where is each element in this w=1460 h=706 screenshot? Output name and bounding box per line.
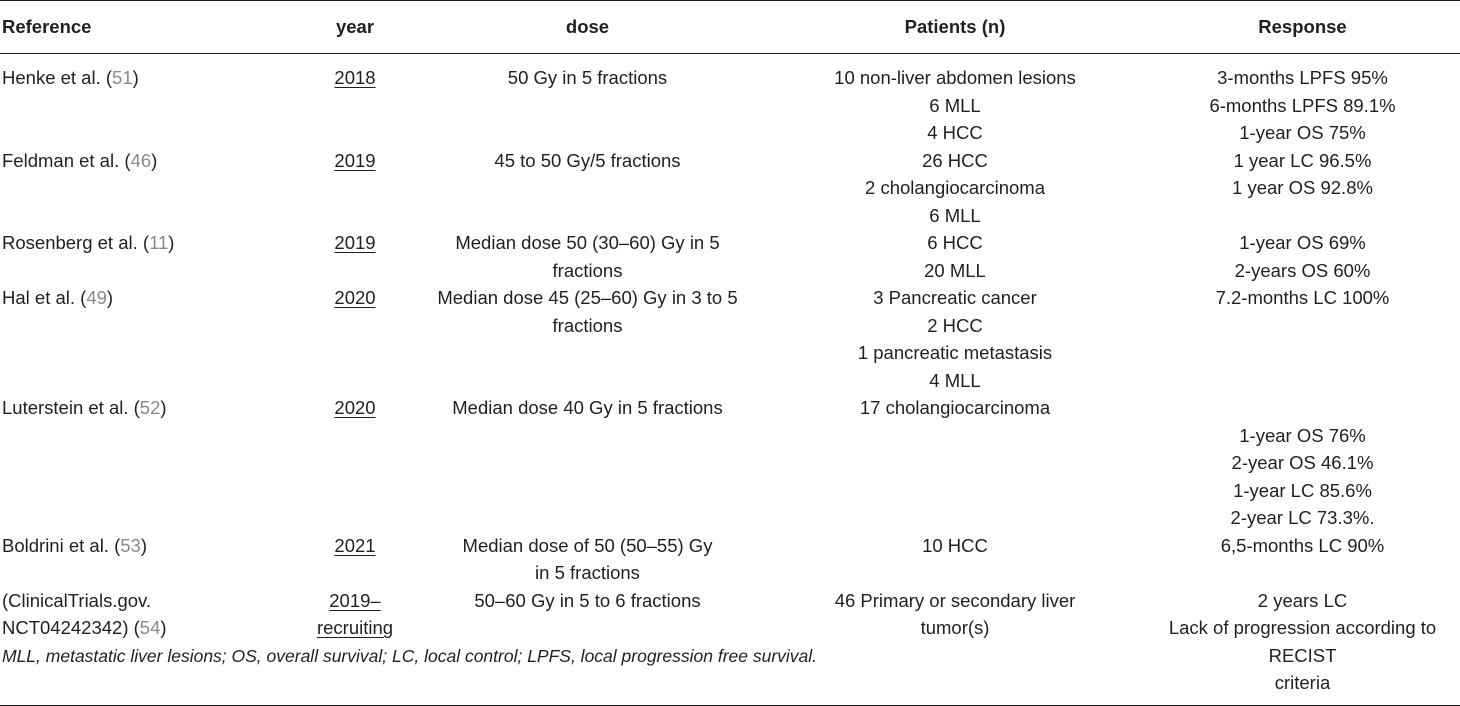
reference-close: ): [132, 67, 139, 88]
response-line: 1-year OS 75%: [1239, 122, 1366, 143]
cell-year: [300, 54, 410, 147]
cell-reference: [0, 147, 300, 230]
response-line: criteria: [1274, 672, 1331, 693]
reference-name: Rosenberg et al. (: [2, 232, 150, 253]
reference-close: ): [140, 534, 147, 556]
table-row: [0, 284, 1460, 394]
patients-line: 2 cholangiocarcinoma: [865, 177, 1045, 198]
cell-response: [1145, 394, 1460, 532]
reference-line: [2, 614, 296, 642]
cell-patients: [765, 147, 1145, 230]
dose-line: in 5 fractions: [535, 562, 640, 583]
patients-line: 3 Pancreatic cancer: [873, 287, 1037, 308]
cell-patients: [765, 229, 1145, 284]
cell-dose: [410, 229, 765, 284]
response-line: 2-years OS 60%: [1234, 259, 1371, 281]
cell-year: [300, 532, 410, 587]
patients-line: 2 HCC: [927, 314, 983, 336]
reference-close: ): [160, 397, 167, 418]
year-link[interactable]: 2020: [334, 397, 376, 418]
year-link[interactable]: 2021: [334, 534, 376, 556]
reference-name: Hal et al. (: [2, 287, 87, 308]
cell-response: [1145, 54, 1460, 147]
dose-line: Median dose 45 (25–60) Gy in 3 to 5: [437, 287, 738, 308]
response-line: 6-months LPFS 89.1%: [1209, 94, 1396, 116]
patients-line: 10 HCC: [922, 534, 988, 556]
patients-line: 17 cholangiocarcinoma: [859, 397, 1051, 418]
dose-line: Median dose of 50 (50–55) Gy: [462, 534, 713, 556]
response-line: 2-year OS 46.1%: [1231, 452, 1374, 473]
cell-year: [300, 229, 410, 284]
table-footnote: MLL, metastatic liver lesions; OS, overall survival; LC, local control; LPFS, local progression free survival.: [2, 646, 818, 666]
cell-response: [1145, 532, 1460, 587]
cell-patients: [765, 587, 1145, 706]
patients-line: 4 MLL: [929, 369, 981, 391]
cell-dose: [410, 284, 765, 394]
year-link[interactable]: 2020: [334, 287, 376, 308]
table-header-row: [0, 1, 1460, 54]
year-link[interactable]: 2019: [334, 149, 376, 171]
table-body: [0, 54, 1460, 706]
table-row: [0, 54, 1460, 147]
dose-line: 50–60 Gy in 5 to 6 fractions: [474, 589, 701, 611]
cell-patients: [765, 284, 1145, 394]
response-line: 1 year LC 96.5%: [1233, 149, 1372, 171]
reference-close: ): [168, 232, 175, 253]
citation-number[interactable]: 49: [86, 287, 107, 308]
table-row: [0, 147, 1460, 230]
reference-close: ): [160, 617, 167, 638]
response-line: 1-year LC 85.6%: [1233, 479, 1372, 501]
patients-line: 26 HCC: [922, 149, 988, 171]
year-link[interactable]: 2019–: [329, 589, 381, 611]
cell-year: [300, 147, 410, 230]
response-line: 1-year OS 69%: [1239, 232, 1366, 253]
cell-patients: [765, 54, 1145, 147]
response-line: 1-year OS 76%: [1239, 424, 1366, 446]
citation-number[interactable]: 53: [120, 534, 141, 556]
year-link[interactable]: 2019: [334, 232, 376, 253]
citation-number[interactable]: 46: [130, 149, 152, 171]
cell-response: [1145, 587, 1460, 706]
header-dose: dose: [410, 1, 765, 54]
response-line: 7.2-months LC 100%: [1215, 287, 1390, 308]
citation-number[interactable]: 51: [112, 67, 133, 88]
dose-line: 45 to 50 Gy/5 fractions: [494, 149, 681, 171]
patients-line: 6 MLL: [929, 204, 981, 226]
cell-patients: [765, 532, 1145, 587]
response-line: 3-months LPFS 95%: [1217, 67, 1388, 88]
citation-number[interactable]: 54: [139, 617, 161, 638]
patients-line: 10 non-liver abdomen lesions: [834, 67, 1076, 88]
citation-number[interactable]: 52: [139, 397, 161, 418]
patients-line: 1 pancreatic metastasis: [857, 342, 1053, 363]
cell-reference: [0, 532, 300, 587]
header-response: Response: [1145, 1, 1460, 54]
cell-dose: [410, 54, 765, 147]
dose-line: fractions: [552, 259, 623, 281]
cell-dose: [410, 532, 765, 587]
header-patients: Patients (n): [765, 1, 1145, 54]
cell-response: [1145, 147, 1460, 230]
reference-close: ): [151, 149, 158, 171]
reference-name: Luterstein et al. (: [2, 397, 140, 418]
cell-year: [300, 284, 410, 394]
reference-name: Feldman et al. (: [2, 149, 131, 171]
reference-name: NCT04242342) (: [2, 617, 140, 638]
response-line: 1 year OS 92.8%: [1232, 177, 1373, 198]
dose-line: Median dose 50 (30–60) Gy in 5: [455, 232, 720, 253]
cell-year: [300, 394, 410, 532]
table-row: [0, 532, 1460, 587]
cell-dose: [410, 147, 765, 230]
dose-line: Median dose 40 Gy in 5 fractions: [452, 397, 723, 418]
reference-close: ): [106, 287, 114, 308]
patients-line: 6 MLL: [929, 94, 981, 116]
response-line: Lack of progression according to RECIST: [1168, 617, 1437, 666]
patients-line: 46 Primary or secondary liver: [834, 589, 1076, 611]
table-row: [0, 229, 1460, 284]
header-reference: Reference: [0, 1, 300, 54]
patients-line: 4 HCC: [927, 122, 983, 143]
cell-reference: [0, 284, 300, 394]
patients-line: tumor(s): [920, 617, 990, 638]
dose-line: 50 Gy in 5 fractions: [507, 67, 668, 88]
cell-reference: [0, 229, 300, 284]
response-line: 2 years LC: [1257, 589, 1348, 611]
cell-patients: [765, 394, 1145, 532]
year-link[interactable]: recruiting: [316, 617, 394, 638]
cell-response: [1145, 229, 1460, 284]
citation-number[interactable]: 11: [149, 232, 169, 253]
reference-name: Boldrini et al. (: [2, 534, 121, 556]
response-line: 2-year LC 73.3%.: [1230, 507, 1375, 528]
dose-line: fractions: [552, 314, 623, 336]
reference-name: Henke et al. (: [2, 67, 113, 88]
cell-reference: [0, 54, 300, 147]
year-link[interactable]: 2018: [334, 67, 376, 88]
header-year: year: [300, 1, 410, 54]
table-row: [0, 394, 1460, 532]
patients-line: 20 MLL: [924, 259, 986, 281]
patients-line: 6 HCC: [927, 232, 983, 253]
cell-response: [1145, 284, 1460, 394]
reference-line: (ClinicalTrials.gov.: [2, 589, 152, 611]
response-line: 6,5-months LC 90%: [1220, 534, 1385, 556]
cell-dose: [410, 394, 765, 532]
cell-reference: [0, 394, 300, 532]
